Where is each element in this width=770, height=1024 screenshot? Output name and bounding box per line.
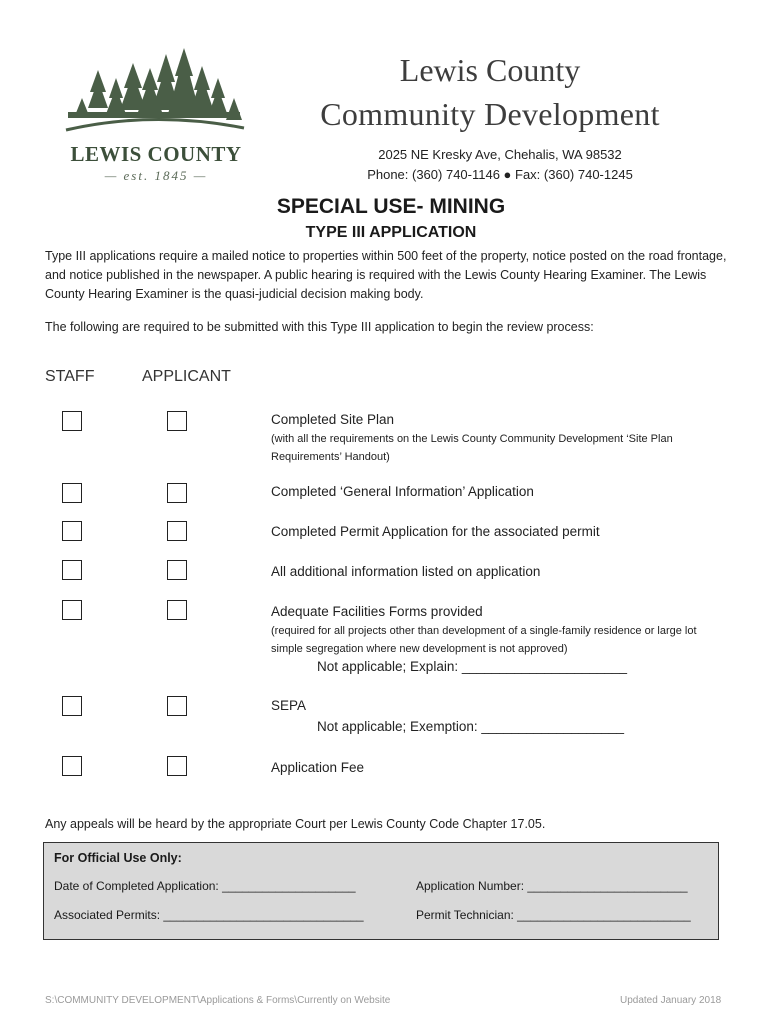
item-sepa: SEPA (271, 698, 307, 713)
staff-checkbox-sepa[interactable] (62, 696, 82, 716)
form-title: SPECIAL USE- MINING (276, 195, 506, 218)
applicant-checkbox-general-info[interactable] (167, 483, 187, 503)
item-additional-info: All additional information listed on application (271, 564, 541, 579)
applicant-column-header: APPLICANT (142, 368, 231, 385)
item-site-plan: Completed Site Plan (271, 412, 395, 427)
staff-checkbox-additional-info[interactable] (62, 560, 82, 580)
item-application-fee: Application Fee (271, 760, 365, 775)
county-logo (58, 48, 248, 183)
item-site-plan-note: (with all the requirements on the Lewis County Community Development ‘Site Plan Requirements’ Handout) (271, 433, 673, 463)
staff-checkbox-application-fee[interactable] (62, 756, 82, 776)
applicant-checkbox-site-plan[interactable] (167, 411, 187, 431)
trees-icon (58, 48, 248, 143)
permit-technician-field[interactable]: Permit Technician: __________________________ (416, 908, 691, 922)
applicant-checkbox-application-fee[interactable] (167, 756, 187, 776)
sepa-exemption-field[interactable]: Not applicable; Exemption: ___________________ (317, 719, 624, 734)
phone-fax: Phone: (360) 740-1146 ● Fax: (360) 740-1245 (367, 167, 633, 182)
item-facilities-forms-note: (required for all projects other than development of a single-family residence or large lot simple segregation where new development is not approved) (271, 625, 697, 655)
org-name-line1: Lewis County (399, 52, 581, 88)
applicant-checkbox-sepa[interactable] (167, 696, 187, 716)
staff-checkbox-site-plan[interactable] (62, 411, 82, 431)
facilities-not-applicable-field[interactable]: Not applicable; Explain: ______________________ (317, 659, 628, 674)
official-use-box (43, 842, 719, 940)
address: 2025 NE Kresky Ave, Chehalis, WA 98532 (378, 147, 622, 162)
appeals-notice: Any appeals will be heard by the appropriate Court per Lewis County Code Chapter 17.05. (45, 817, 546, 831)
associated-permits-field[interactable]: Associated Permits: ______________________________ (54, 908, 364, 922)
staff-checkbox-general-info[interactable] (62, 483, 82, 503)
staff-column-header: STAFF (45, 368, 95, 385)
logo-established: — est. 1845 — (104, 168, 208, 183)
staff-checkbox-facilities-forms[interactable] (62, 600, 82, 620)
intro-paragraph: Type III applications require a mailed notice to properties within 500 feet of the property, notice posted on the road frontage, and notice published in the newspaper. A public hearing is required with the Lewis County Hearing Examiner. The Lewis County Hearing Examiner is the quasi-judicial decision making body. (45, 249, 727, 301)
instructions: The following are required to be submitted with this Type III application to begin the review process: (45, 320, 594, 334)
staff-checkbox-permit-application[interactable] (62, 521, 82, 541)
footer-file-path: S:\COMMUNITY DEVELOPMENT\Applications & Forms\Currently on Website (45, 995, 391, 1006)
item-permit-application: Completed Permit Application for the associated permit (271, 524, 600, 539)
item-general-info: Completed ‘General Information’ Application (271, 484, 534, 499)
form-subtitle: TYPE III APPLICATION (305, 224, 477, 241)
application-number-field[interactable]: Application Number: ________________________ (416, 879, 688, 893)
footer-updated: Updated January 2018 (620, 995, 722, 1006)
applicant-checkbox-additional-info[interactable] (167, 560, 187, 580)
contact-info (330, 145, 670, 185)
org-name-line2: Community Development (320, 96, 660, 132)
logo-name: LEWIS COUNTY (70, 142, 242, 166)
item-facilities-forms: Adequate Facilities Forms provided (271, 604, 483, 619)
date-completed-field[interactable]: Date of Completed Application: ____________________ (54, 879, 356, 893)
official-use-title: For Official Use Only: (54, 851, 182, 865)
applicant-checkbox-permit-application[interactable] (167, 521, 187, 541)
applicant-checkbox-facilities-forms[interactable] (167, 600, 187, 620)
